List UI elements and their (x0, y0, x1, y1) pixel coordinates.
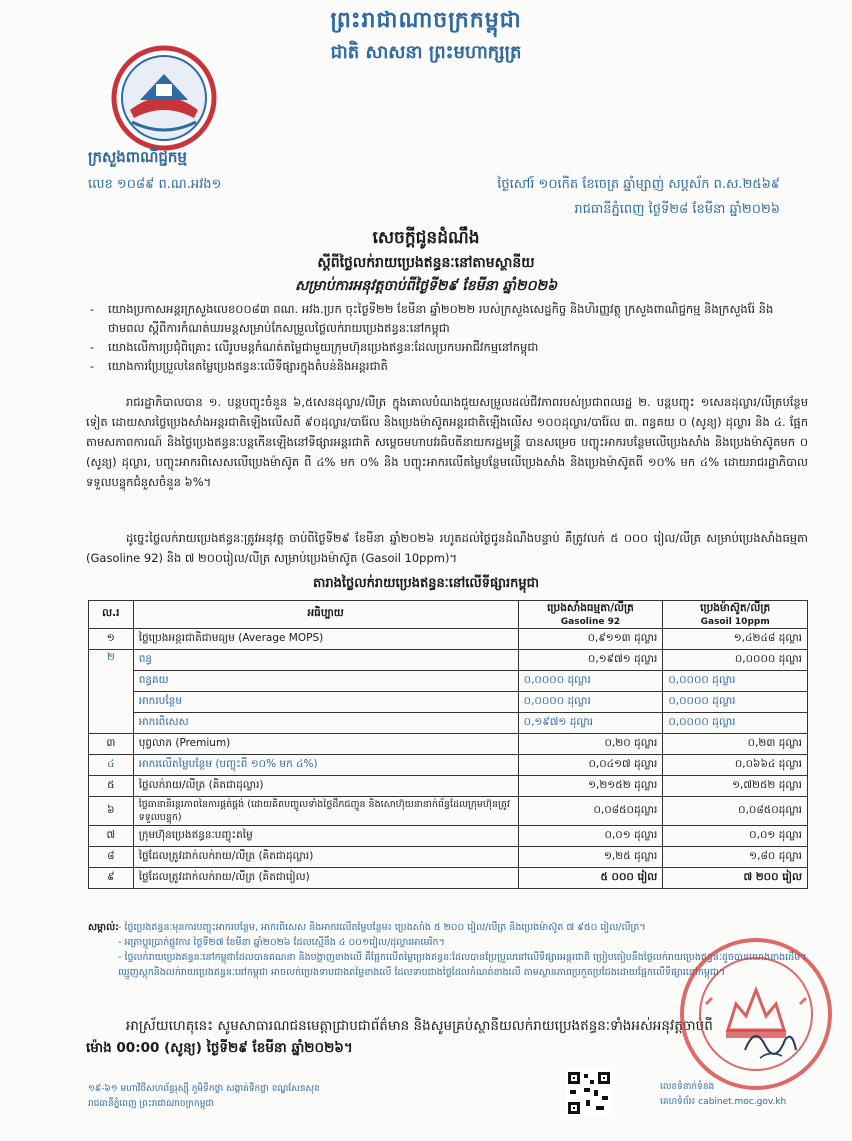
row-gasoil: ០,០០០០ ដុល្លារ (663, 650, 808, 671)
references-list (86, 300, 806, 376)
note-item: - ថ្លៃលក់រាយប្រេងឥន្ធនៈនៅកម្ពុជាដែលបានគណនា និងបង្ហាញខាងលើ គឺផ្អែកលើតម្លៃប្រេងឥន្ធនៈដែលបានប្រែប្រួលនៅលើទីផ្សារអន្តរជាតិ ប្រៀបធៀបនឹងថ្លៃលក់រាយប្រេងឥន្ធនៈដូចបានយោងខាងដើម។ ឈ្មួញស្តុកនិងលក់រាយប្រេងឥន្ធនៈនៅកម្ពុជា អាចលក់ប្រេងទាបជាងតម្លៃខាងលើ ដែលទាបជាងថ្លៃដែលកំណត់ខាងលើ តាមស្ថានភាពប្រកួតប្រជែងដោយផ្អែកលើទីផ្សារនៅកម្ពុជា។ (118, 952, 807, 978)
table-row (89, 650, 808, 671)
row-gasoil: ៧ ២០០ រៀល (663, 868, 808, 889)
effective-time: ម៉ោង 00:00 (សូន្យ) ថ្ងៃទី២៩ ខែមីនា ឆ្នាំ២០២៦។ (86, 1040, 353, 1056)
header-gasoil (663, 601, 808, 629)
table-row (89, 755, 808, 776)
row-no: ៥ (89, 776, 134, 797)
solar-date: រាជធានីភ្នំពេញ ថ្ងៃទី២៨ ខែមីនា ឆ្នាំ២០២៦ (574, 202, 780, 217)
row-gasoil: ០,០០០០ ដុល្លារ (663, 692, 808, 713)
official-seal-icon (676, 934, 836, 1094)
notice-subject: ស្តីពីថ្លៃលក់រាយប្រេងឥន្ធនៈនៅតាមស្ថានីយ (317, 255, 535, 271)
note-item: - ថ្លៃប្រេងឥន្ធនៈមុនការបញ្ចុះអាករបន្ថែម, អាករពិសេស និងអាករលើតម្លៃបន្ថែម៖ ប្រេងសាំង ៥ ២០០ រៀល/លីត្រ និងប្រេងម៉ាស៊ូត ៧ ៩៥០ រៀល/លីត្រ។ (118, 922, 646, 933)
row-no: ៧ (89, 826, 134, 847)
ministry-logo (110, 44, 218, 152)
table-row (89, 776, 808, 797)
row-desc: ពន្ធ (133, 650, 518, 671)
row-gasoil: ១,៨០ ដុល្លារ (663, 847, 808, 868)
address-line: រាជធានីភ្នំពេញ ព្រះរាជាណាចក្រកម្ពុជា (88, 1099, 214, 1109)
row-desc: ថ្លៃធានានិរន្តរភាពនៃការផ្គត់ផ្គង់ (ដោយគិតបញ្ចូលទាំងថ្លៃដឹកជញ្ជូន និងសោហ៊ុយនានាក់ព័ន្ធដែលក្រុមហ៊ុនត្រូវទទួលបន្ទុក) (133, 797, 518, 826)
footer-address (88, 1082, 320, 1112)
signature-icon (740, 1020, 800, 1065)
header-gasoil-en: Gasoil 10ppm (700, 617, 770, 627)
table-subrow (89, 713, 808, 734)
table-row (89, 797, 808, 826)
row-gasoline: ០,០៤១៧ ដុល្លារ (518, 755, 663, 776)
header-gasoline-km: ប្រេងសាំងធម្មតា/លីត្រ (547, 602, 634, 614)
footer-contact (660, 1080, 786, 1110)
row-desc: ថ្លៃប្រេងអន្តរជាតិជាមធ្យម (Average MOPS) (133, 629, 518, 650)
table-subrow (89, 671, 808, 692)
row-desc: ថ្លៃលក់រាយ/លីត្រ (គិតជាដុល្លារ) (133, 776, 518, 797)
price-table-title: តារាងថ្លៃលក់រាយប្រេងឥន្ធនៈនៅលើទីផ្សារកម្ពុជា (312, 576, 540, 591)
kingdom-heading: ព្រះរាជាណាចក្រកម្ពុជា (330, 8, 522, 33)
reference-item: - យោងលើការប្រជុំពិគ្រោះ លើរូបមន្តកំណត់តម្លៃជាមួយក្រុមហ៊ុនប្រេងឥន្ធនៈដែលប្រកបអាជីវកម្មនៅកម្ពុជា (86, 338, 806, 357)
row-gasoil: ០,០០០០ ដុល្លារ (663, 671, 808, 692)
row-gasoline: ១,២៥ ដុល្លារ (518, 847, 663, 868)
note-item: - អត្រាប្តូរប្រាក់ផ្លូវការ ថ្ងៃទី២៧ ខែមីនា ឆ្នាំ២០២៦ ដែលស្មើនឹង ៤ ០០១រៀល/ដុល្លារអាមេរិក។ (118, 937, 445, 948)
row-gasoline: ០,០០០០ ដុល្លារ (518, 692, 663, 713)
row-desc: ពន្ធគយ (133, 671, 518, 692)
row-no: ៣ (89, 734, 134, 755)
row-no: ៤ (89, 755, 134, 776)
row-gasoline: ០,១៩៧១ ដុល្លារ (518, 650, 663, 671)
row-no: ៩ (89, 868, 134, 889)
reference-item: - យោងប្រកាសអន្តរក្រសួងលេខ០០៨៣ ពណ. អវង.ប្រក ចុះថ្ងៃទី២២ ខែមីនា ឆ្នាំ២០២២ របស់ក្រសួងសេដ្ឋកិច្ច និងហិរញ្ញវត្ថុ ក្រសួងពាណិជ្ជកម្ម និងក្រសួងរ៉ែ និងថាមពល ស្តីពីការកំណត់ឃរមន្តសម្រាប់កែសម្រួលថ្លៃលក់រាយប្រេងឥន្ធនៈនៅកម្ពុជា (86, 300, 806, 338)
row-no: ១ (89, 629, 134, 650)
row-gasoline: ១,២១៥២ ដុល្លារ (518, 776, 663, 797)
table-row (89, 629, 808, 650)
notice-title: សេចក្តីជូនដំណឹង (372, 228, 480, 248)
row-desc: អាករបន្ថែម (133, 692, 518, 713)
reference-item: - យោងការប្រែប្រួលនៃតម្លៃប្រេងឥន្ធនៈលើទីផ្សារក្នុងតំបន់និងអន្តរជាតិ (86, 357, 806, 376)
row-gasoline: ០,០៨៥០ដុល្លារ (518, 797, 663, 826)
national-motto: ជាតិ សាសនា ព្រះមហាក្សត្រ (330, 42, 522, 63)
table-row (89, 734, 808, 755)
notice-period: សម្រាប់ការអនុវត្តចាប់ពីថ្ងៃទី២៩ ខែមីនា ឆ្នាំ២០២៦ (294, 278, 558, 294)
row-desc: បុព្វលាភ (Premium) (133, 734, 518, 755)
row-gasoil: ០,២៣ ដុល្លារ (663, 734, 808, 755)
notes-label: សម្គាល់: (88, 922, 119, 933)
row-gasoline: ០,១៩៧១ ដុល្លារ (518, 713, 663, 734)
row-gasoline: ០,០០០០ ដុល្លារ (518, 671, 663, 692)
row-desc: ថ្លៃដែលត្រូវដាក់លក់រាយ/លីត្រ (គិតជាដុល្លារ) (133, 847, 518, 868)
lunar-date: ថ្ងៃសៅរ៍ ១០កើត ខែចេត្រ ឆ្នាំម្សាញ់ សប្តស័ក ព.ស.២៥៦៩ (497, 177, 780, 192)
table-row (89, 868, 808, 889)
price-table (88, 600, 808, 889)
table-subrow (89, 692, 808, 713)
row-gasoil: ១,៤២៤៨ ដុល្លារ (663, 629, 808, 650)
address-line: ១៩-៦១ មហាវិថីសហព័ន្ធរុស្ស៊ី ភូមិទឹកថ្លា សង្កាត់ទឹកថ្លា ខណ្ឌសែនសុខ (88, 1084, 320, 1094)
row-no: ៨ (89, 847, 134, 868)
government-decision-paragraph: រាជរដ្ឋាភិបាលបាន ១. បន្តបញ្ចុះចំនួន ៦,៥សេនដុល្លារ/លីត្រ ក្នុងគោលបំណងជួយសម្រួលដល់ជីវភាពរបស់ប្រជាពលរដ្ឋ ២. បន្តបញ្ចុះ ១សេនដុល្លារ/លីត្របន្ថែមទៀត ដោយសារថ្លៃប្រេងសាំងអន្តរជាតិឡើងលើសពី ៩០ដុល្លារ/បារ៉ែល និងប្រេងម៉ាស៊ូតអន្តរជាតិឡើងលើស ១០០ដុល្លារ/បារ៉ែល ៣. ពន្ធគយ ០ (សូន្យ) ដុល្លារ និង ៤. ផ្អែកតាមសភាពការណ៍ និងថ្លៃប្រេងឥន្ធនៈបន្តកើនឡើងនៅទីផ្សារអន្តរជាតិ សម្តេចមហាបវរធិបតីនាយករដ្ឋមន្ត្រី បានសម្រេច បញ្ចុះអាករបន្ថែមលើប្រេងសាំង និងប្រេងម៉ាស៊ូតមក ០ (សូន្យ) ដុល្លារ, បញ្ចុះអាករពិសេសលើប្រេងម៉ាស៊ូត ពី ៤% មក ០% និង បញ្ចុះអាករលើតម្លៃបន្ថែមលើប្រេងសាំង និងប្រេងម៉ាស៊ូតពី ១០% មក ៤% ដោយរាជរដ្ឋាភិបាលទទួលបន្ទុកជំនួសចំនួន ៦%។ (86, 395, 808, 489)
row-gasoline: ៥ ០០០ រៀល (518, 868, 663, 889)
header-gasoil-km: ប្រេងម៉ាស៊ូត/លីត្រ (700, 602, 771, 614)
reference-number: លេខ ១០៨៩ ព.ណ.អវង១ (88, 177, 222, 192)
row-gasoline: ០,២០ ដុល្លារ (518, 734, 663, 755)
contact-phone: លេខទំនាក់ទំនង (660, 1082, 715, 1092)
row-gasoil: ០,០១ ដុល្លារ (663, 826, 808, 847)
table-row (89, 847, 808, 868)
row-desc: អាករលើតម្លៃបន្ថែម (បញ្ចុះពី ១០% មក ៤%) (133, 755, 518, 776)
qr-code-icon[interactable] (566, 1070, 612, 1116)
contact-website[interactable]: គេហទំព័រ៖ cabinet.moc.gov.kh (660, 1097, 787, 1107)
row-desc: ថ្លៃដែលត្រូវដាក់លក់រាយ/លីត្រ (គិតជារៀល) (133, 868, 518, 889)
header-gasoline (518, 601, 663, 629)
price-summary-paragraph: ដូច្នេះថ្លៃលក់រាយប្រេងឥន្ធនៈត្រូវអនុវត្ត ចាប់ពីថ្ងៃទី២៩ ខែមីនា ឆ្នាំ២០២៦ រហូតដល់ថ្ងៃជូនដំណឹងបន្ទាប់ គឺត្រូវលក់ ៥ ០០០ រៀល/លីត្រ សម្រាប់ប្រេងសាំងធម្មតា (Gasoline 92) និង ៧ ២០០រៀល/លីត្រ សម្រាប់ប្រេងម៉ាស៊ូត (Gasoil 10ppm)។ (86, 531, 808, 565)
header-description: អធិប្បាយ (133, 601, 518, 629)
row-gasoline: ០,០១ ដុល្លារ (518, 826, 663, 847)
ministry-name: ក្រសួងពាណិជ្ជកម្ម (88, 148, 187, 166)
row-gasoil: ០,០៨៥០ដុល្លារ (663, 797, 808, 826)
row-gasoil: ០,០៦៦៤ ដុល្លារ (663, 755, 808, 776)
row-desc: អាករពិសេស (133, 713, 518, 734)
row-gasoil: ១,៧២៥២ ដុល្លារ (663, 776, 808, 797)
header-gasoline-en: Gasoline 92 (560, 617, 621, 627)
table-header-row (89, 601, 808, 629)
header-no: ល.រ (89, 601, 134, 629)
row-desc: ក្រុមហ៊ុនប្រេងឥន្ធនៈបញ្ចុះតម្លៃ (133, 826, 518, 847)
table-row (89, 826, 808, 847)
row-gasoline: ០,៩១១៣ ដុល្លារ (518, 629, 663, 650)
row-no: ២ (89, 650, 134, 734)
row-gasoil: ០,០០០០ ដុល្លារ (663, 713, 808, 734)
row-no: ៦ (89, 797, 134, 826)
closing-text: អាស្រ័យហេតុនេះ សូមសាធារណជនមេត្តាជ្រាបជាព័ត៌មាន និងសូមគ្រប់ស្ថានីយលក់រាយប្រេងឥន្ធនៈទាំងអស់អនុវត្តចាប់ពី (126, 1018, 713, 1034)
